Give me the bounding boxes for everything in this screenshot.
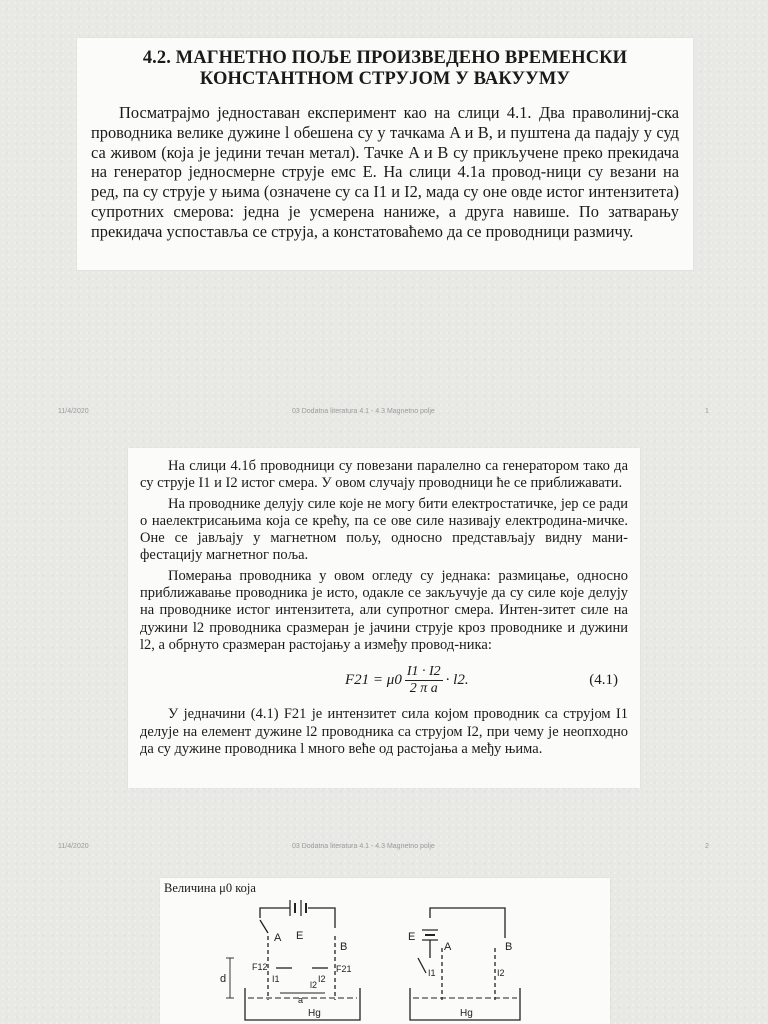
section-heading xyxy=(91,48,679,90)
label-a-left: A xyxy=(274,932,282,944)
label-f21: F21 xyxy=(336,964,352,974)
label-a-right: A xyxy=(444,941,452,953)
intro-paragraph: Посматрајмо једноставан експеримент као на слици 4.1. Два праволиниј-ска проводника велике дужине l обешена су у тачкама A и B, и пуштена да падају у суд са живом (која је једини течан метал). Тачке A и B су прикључене преко прекидача на генератор једносмерне струје емс E. На слици 4.1а провод-ници су везани на ред, па су струје у њима (означене су са I1 и I2, мада су оне овде истог интензитета) супротних смерова: једна је усмерена наниже, а друга навише. По затварању прекидача успоставља се струја, а констатоваћемо да се проводници размичу. xyxy=(91,103,679,241)
footer-page-1: 1 xyxy=(705,408,709,415)
label-hg-left: Hg xyxy=(308,1008,321,1019)
label-i1-left: I1 xyxy=(272,974,280,984)
label-d: d xyxy=(220,973,227,985)
label-l2: l2 xyxy=(310,980,318,990)
label-i2-right: I2 xyxy=(497,968,505,978)
formula-numerator: I1 · I2 xyxy=(406,664,441,680)
formula-fraction xyxy=(405,664,443,697)
formula-tail: · l2. xyxy=(445,672,469,689)
label-hg-right: Hg xyxy=(460,1008,473,1019)
label-i2-left: I2 xyxy=(318,974,326,984)
paragraph-4: У једначини (4.1) F21 је интензитет сила којом проводник са струјом I1 делује на елемент дужине l2 проводника са струјом I2, при чему је неопходно да су дужине проводника l много веће од растојања a међу њима. xyxy=(140,706,628,757)
figure-caption: Величина μ0 која xyxy=(164,881,256,895)
label-b-right: B xyxy=(505,941,513,953)
slide-3-scan xyxy=(160,878,610,1024)
formula-expression xyxy=(345,664,469,697)
footer-title-1: 03 Dodatna literatura 4.1 - 4.3 Magnetno polje xyxy=(292,408,435,415)
slide-2-scan xyxy=(128,448,640,788)
formula-number: (4.1) xyxy=(589,672,618,689)
label-e-right: E xyxy=(408,931,416,943)
paragraph-2: На проводнике делују силе које не могу бити електростатичке, јер се ради о наелектрисањима која се крећу, па се ове силе називају електродина-мичке. Оне се јављају у магнетном пољу, односно представљају видну мани-фестацију магнетног поља. xyxy=(140,495,628,564)
label-b-left: B xyxy=(340,941,348,953)
label-e-left: E xyxy=(296,930,304,942)
footer-date-2: 11/4/2020 xyxy=(58,843,89,850)
paragraph-3: Померања проводника у овом огледу су једнака: размицање, односно приближавање проводника је исто, одакле се закључује да су силе које делују на проводнике истог интензитета, али супротног смера. Интен-зитет силе на дужини l2 проводника сразмеран је јачини струје кроз проводнике и дужини l2, а обрнуто сразмеран растојању a између провод-ника: xyxy=(140,567,628,653)
figure-4-1-diagram xyxy=(160,878,610,1024)
formula-4-1 xyxy=(140,658,628,702)
heading-line-1: 4.2. МАГНЕТНО ПОЉЕ ПРОИЗВЕДЕНО ВРЕМЕНСКИ xyxy=(142,48,628,68)
footer-date-1: 11/4/2020 xyxy=(58,408,89,415)
footer-title-2: 03 Dodatna literatura 4.1 - 4.3 Magnetno polje xyxy=(292,843,435,850)
formula-denominator: 2 π a xyxy=(409,681,438,697)
slide-1-scan xyxy=(77,38,693,270)
label-i1-right: I1 xyxy=(428,968,436,978)
formula-lhs: F21 = μ0 xyxy=(345,672,402,689)
label-f12: F12 xyxy=(252,962,268,972)
paragraph-1: На слици 4.1б проводници су повезани паралелно са генератором тако да су струје I1 и I2 истог смера. У овом случају проводници ће се приближавати. xyxy=(140,458,628,492)
diagram-series xyxy=(226,900,360,1020)
footer-page-2: 2 xyxy=(705,843,709,850)
label-a-distance: a xyxy=(298,995,304,1005)
diagram-parallel xyxy=(410,908,520,1020)
heading-line-2: КОНСТАНТНОМ СТРУЈОМ У ВАКУУМУ xyxy=(199,69,571,89)
